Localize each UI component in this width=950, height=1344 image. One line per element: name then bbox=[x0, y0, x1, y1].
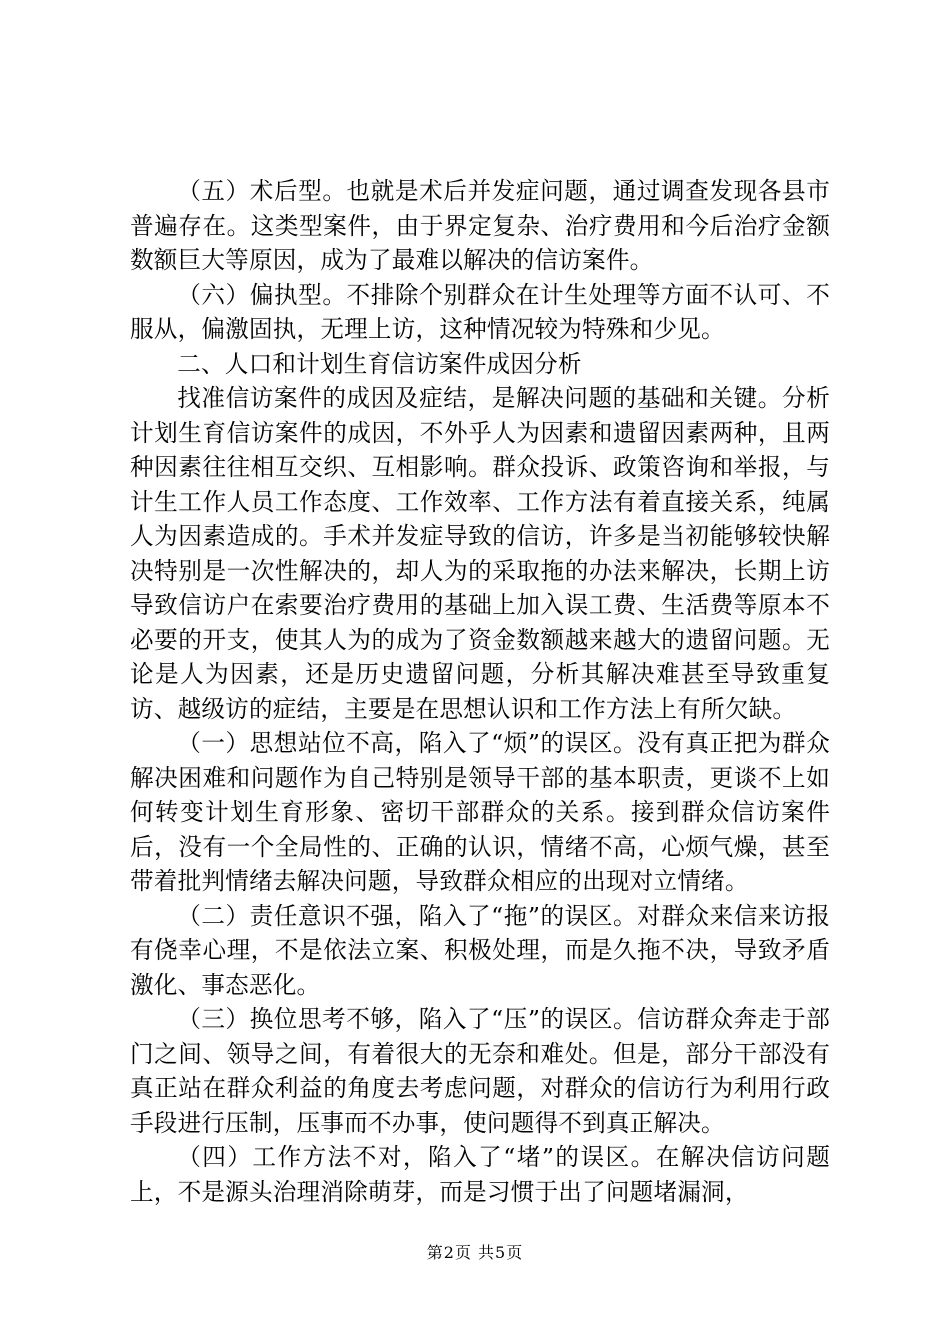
paragraph-cause-1-annoyance: （一）思想站位不高，陷入了“烦”的误区。没有真正把为群众解决困难和问题作为自己特别是领导干部的基本职责，更谈不上如何转变计划生育形象、密切干部群众的关系。接到群众信访案件后，没有一个全局性的、正确的认识，情绪不高，心烦气燥，甚至带着批判情绪去解决问题，导致群众相应的出现对立情绪。 bbox=[130, 729, 830, 895]
paragraph-cause-3-suppression: （三）换位思考不够，陷入了“压”的误区。信访群众奔走于部门之间、领导之间，有着很大的无奈和难处。但是，部分干部没有真正站在群众利益的角度去考虑问题，对群众的信访行为利用行政手段进行压制，压事而不办事，使问题得不到真正解决。 bbox=[130, 1005, 830, 1137]
paragraph-section-6-obstinate: （六）偏执型。不排除个别群众在计生处理等方面不认可、不服从，偏激固执，无理上访，这种情况较为特殊和少见。 bbox=[130, 280, 830, 343]
paragraph-cause-2-delay: （二）责任意识不强，陷入了“拖”的误区。对群众来信来访报有侥幸心理，不是依法立案、积极处理，而是久拖不决，导致矛盾激化、事态恶化。 bbox=[130, 901, 830, 999]
page-footer: 第2页 共5页 bbox=[426, 1243, 524, 1262]
paragraph-cause-overview: 找准信访案件的成因及症结，是解决问题的基础和关键。分析计划生育信访案件的成因，不外乎人为因素和遗留因素两种，且两种因素往往相互交织、互相影响。群众投诉、政策咨询和举报，与计生工作人员工作态度、工作效率、工作方法有着直接关系，纯属人为因素造成的。手术并发症导致的信访，许多是当初能够较快解决特别是一次性解决的，却人为的采取拖的办法来解决，长期上访导致信访户在索要治疗费用的基础上加入误工费、生活费等原本不必要的开支，使其人为的成为了资金数额越来越大的遗留问题。无论是人为因素，还是历史遗留问题，分析其解决难甚至导致重复访、越级访的症结，主要是在思想认识和工作方法上有所欠缺。 bbox=[130, 384, 830, 723]
body-text bbox=[130, 174, 830, 1209]
paragraph-cause-4-blocking: （四）工作方法不对，陷入了“堵”的误区。在解决信访问题上，不是源头治理消除萌芽，而是习惯于出了问题堵漏洞， bbox=[130, 1143, 830, 1206]
paragraph-section-5-postoperative: （五）术后型。也就是术后并发症问题，通过调查发现各县市普遍存在。这类型案件，由于界定复杂、治疗费用和今后治疗金额数额巨大等原因，成为了最难以解决的信访案件。 bbox=[130, 177, 830, 274]
section-heading-cause-analysis: 二、人口和计划生育信访案件成因分析 bbox=[177, 349, 582, 378]
